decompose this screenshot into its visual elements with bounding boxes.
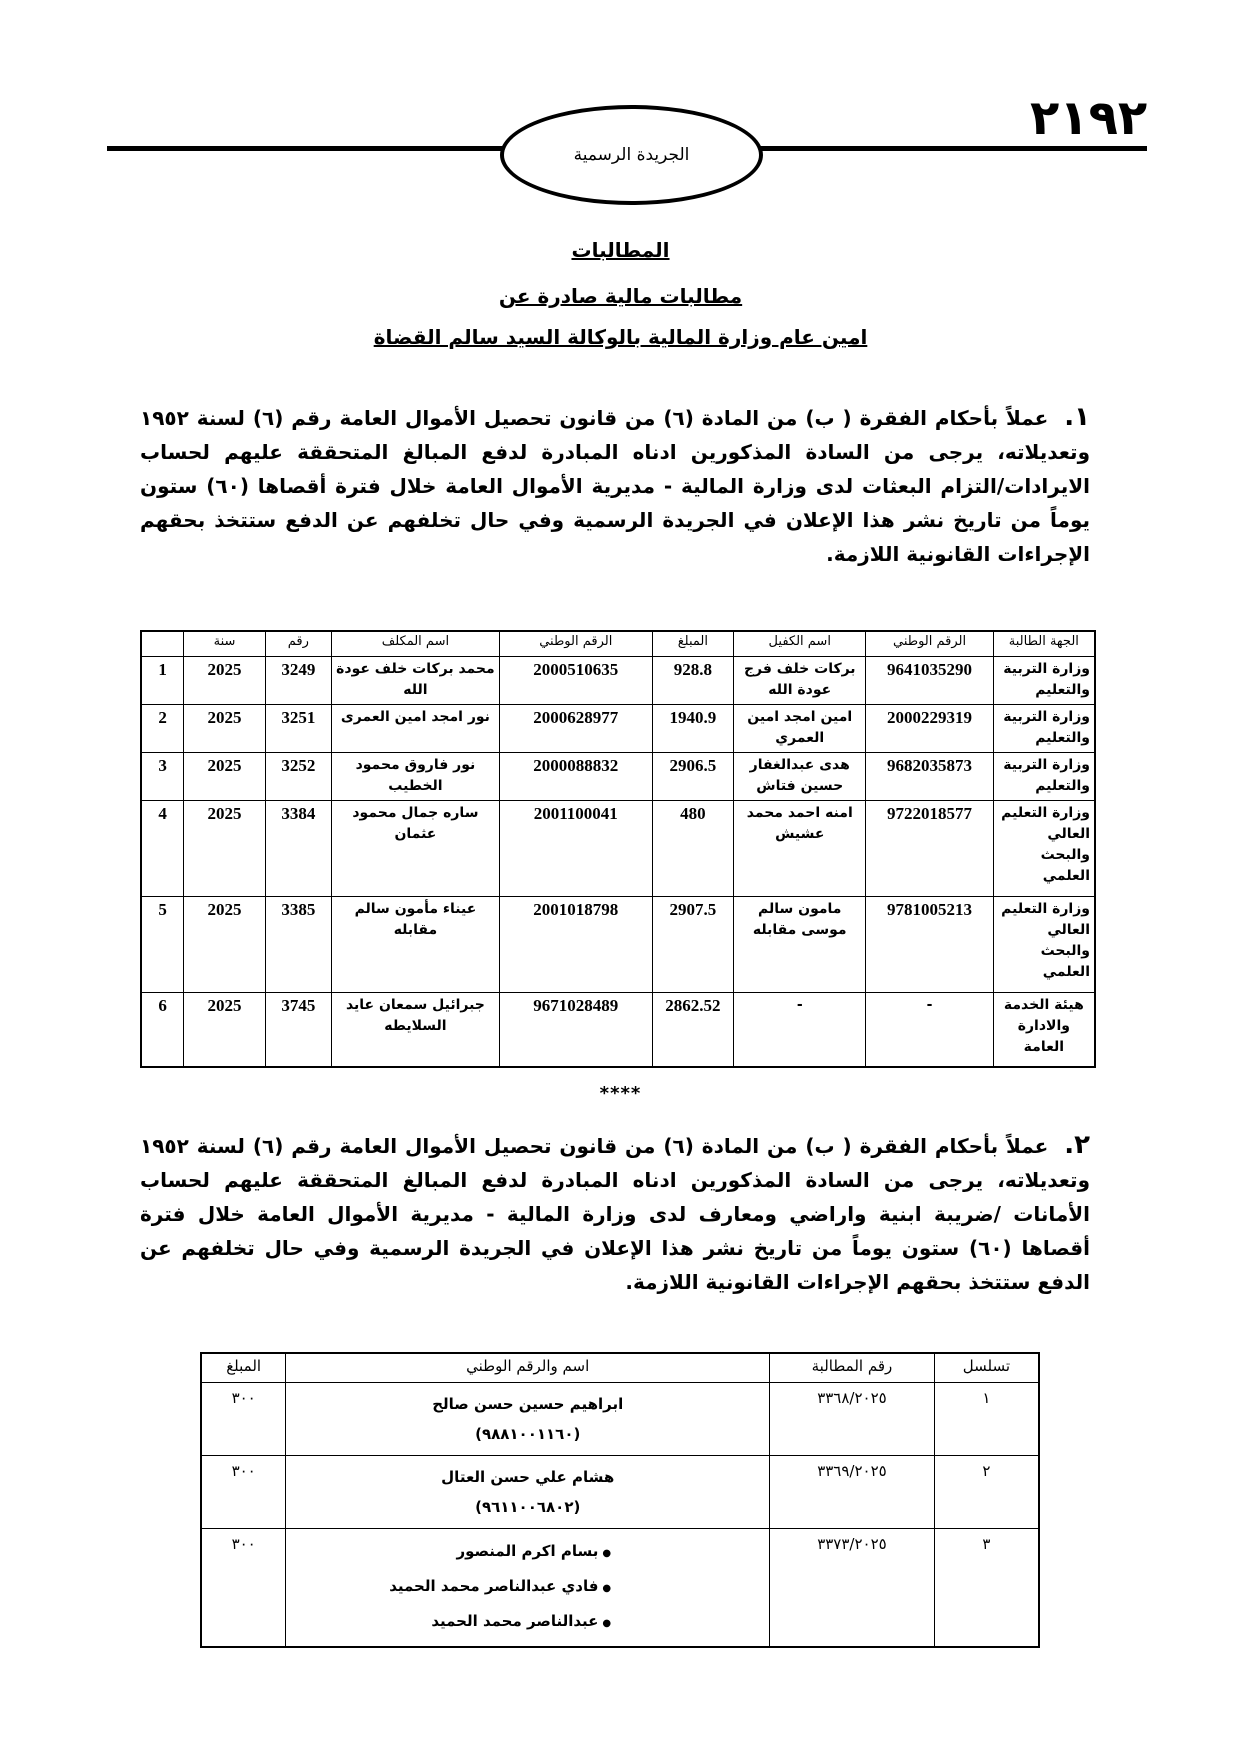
cell-claim-number: ٣٣٧٣/٢٠٢٥ <box>770 1529 935 1648</box>
cell-number: 3745 <box>265 993 331 1067</box>
cell-national-id: 2000510635 <box>499 657 652 705</box>
cell-obligor-name: جبرائيل سمعان عايد السلايطه <box>331 993 499 1067</box>
cell-entity: وزارة التربية والتعليم <box>993 753 1095 801</box>
cell-amount: ٣٠٠ <box>201 1456 286 1529</box>
person-name: هشام علي حسن العتال <box>441 1468 615 1486</box>
cell-amount: 928.8 <box>652 657 733 705</box>
cell-index: 6 <box>141 993 184 1067</box>
cell-guarantor-name: مامون سالم موسى مقابله <box>734 897 866 993</box>
cell-year: 2025 <box>184 705 265 753</box>
header-national-id: الرقم الوطني <box>499 631 652 657</box>
names-bullet-list <box>294 1535 761 1640</box>
section-1-paragraph <box>140 400 1090 571</box>
person-national-id: (٩٨٨١٠٠١١٦٠) <box>475 1425 581 1443</box>
cell-number: 3385 <box>265 897 331 993</box>
cell-national-id: 9671028489 <box>499 993 652 1067</box>
cell-entity: وزارة التعليم العالي والبحث العلمي <box>993 897 1095 993</box>
cell-index: 3 <box>141 753 184 801</box>
list-item: ● فادي عبدالناصر محمد الحميد <box>294 1570 611 1605</box>
table-row <box>141 897 1095 993</box>
header-amount: المبلغ <box>652 631 733 657</box>
cell-obligor-name: نور امجد امين العمرى <box>331 705 499 753</box>
cell-amount: 2906.5 <box>652 753 733 801</box>
cell-serial: ٢ <box>934 1456 1039 1529</box>
cell-guarantor-id: 9682035873 <box>866 753 993 801</box>
cell-guarantor-name: بركات خلف فرج عودة الله <box>734 657 866 705</box>
header-guarantor-national-id: الرقم الوطني <box>866 631 993 657</box>
cell-obligor-name: ساره جمال محمود عثمان <box>331 801 499 897</box>
cell-entity: وزارة التربية والتعليم <box>993 657 1095 705</box>
list-item: ● بسام اكرم المنصور <box>294 1535 611 1570</box>
cell-guarantor-id: - <box>866 993 993 1067</box>
cell-year: 2025 <box>184 897 265 993</box>
cell-claim-number: ٣٣٦٨/٢٠٢٥ <box>770 1383 935 1456</box>
cell-number: 3251 <box>265 705 331 753</box>
cell-obligor-name: عيناء مأمون سالم مقابله <box>331 897 499 993</box>
cell-amount: ٣٠٠ <box>201 1383 286 1456</box>
header-obligor-name: اسم المكلف <box>331 631 499 657</box>
header-name-and-id: اسم والرقم الوطني <box>286 1353 770 1383</box>
table-row <box>141 993 1095 1067</box>
table-row <box>201 1456 1039 1529</box>
table-row <box>201 1383 1039 1456</box>
sub-title: مطالبات مالية صادرة عن <box>498 284 743 308</box>
table-row <box>141 801 1095 897</box>
table-row <box>141 705 1095 753</box>
cell-name-and-id <box>286 1456 770 1529</box>
section-1-number: ١. <box>1064 402 1090 432</box>
cell-year: 2025 <box>184 753 265 801</box>
cell-number: 3252 <box>265 753 331 801</box>
person-national-id: (٩٦١١٠٠٦٨٠٢) <box>475 1498 581 1516</box>
cell-national-id: 2001018798 <box>499 897 652 993</box>
cell-year: 2025 <box>184 801 265 897</box>
header-index <box>141 631 184 657</box>
cell-name-and-id <box>286 1383 770 1456</box>
cell-index: 4 <box>141 801 184 897</box>
cell-serial: ٣ <box>934 1529 1039 1648</box>
cell-guarantor-name: - <box>734 993 866 1067</box>
cell-year: 2025 <box>184 657 265 705</box>
header-year: سنة <box>184 631 265 657</box>
table-2-header-row <box>201 1353 1039 1383</box>
cell-entity: وزارة التربية والتعليم <box>993 705 1095 753</box>
cell-amount: 480 <box>652 801 733 897</box>
cell-guarantor-name: امنه احمد محمد عشيش <box>734 801 866 897</box>
header-serial: تسلسل <box>934 1353 1039 1383</box>
cell-obligor-name: نور فاروق محمود الخطيب <box>331 753 499 801</box>
cell-amount: 2862.52 <box>652 993 733 1067</box>
cell-index: 2 <box>141 705 184 753</box>
table-row <box>141 657 1095 705</box>
section-1-text: عملاً بأحكام الفقرة ( ب) من المادة (٦) من قانون تحصيل الأموال العامة رقم (٦) لسنة ١٩٥٢ وتعديلاته، يرجى من السادة المذكورين ادناه المبادرة لدفع المبالغ المتحققة عليهم لحساب الايرادات/التزام البعثات لدى وزارة المالية - مديرية الأموال العامة خلال فترة أقصاها (٦٠) ستون يوماً من تاريخ نشر هذا الإعلان في الجريدة الرسمية وفي حال تخلفهم عن الدفع ستتخذ بحقهم الإجراءات القانونية اللازمة. <box>140 406 1090 566</box>
cell-year: 2025 <box>184 993 265 1067</box>
table-row <box>141 753 1095 801</box>
cell-amount: 1940.9 <box>652 705 733 753</box>
cell-index: 1 <box>141 657 184 705</box>
header-claim-number: رقم المطالبة <box>770 1353 935 1383</box>
main-title: المطالبات <box>571 238 670 262</box>
issuer-title: امين عام وزارة المالية بالوكالة السيد سالم القضاة <box>373 325 868 349</box>
cell-entity: وزارة التعليم العالي والبحث العلمي <box>993 801 1095 897</box>
section-2-paragraph <box>140 1128 1090 1299</box>
cell-obligor-name: محمد بركات خلف عودة الله <box>331 657 499 705</box>
cell-guarantor-id: 9641035290 <box>866 657 993 705</box>
page-number: ٢١٩٢ <box>1030 90 1148 146</box>
header-amount: المبلغ <box>201 1353 286 1383</box>
cell-names-list <box>286 1529 770 1648</box>
cell-guarantor-id: 9722018577 <box>866 801 993 897</box>
section-2-text: عملاً بأحكام الفقرة ( ب) من المادة (٦) من قانون تحصيل الأموال العامة رقم (٦) لسنة ١٩٥٢ وتعديلاته، يرجى من السادة المذكورين ادناه المبادرة لدفع المبالغ المتحققة عليهم لحساب الأمانات /ضريبة ابنية واراضي ومعارف لدى وزارة المالية - مديرية الأموال العامة خلال فترة أقصاها (٦٠) ستون يوماً من تاريخ نشر هذا الإعلان في الجريدة الرسمية وفي حال تخلفهم عن الدفع ستتخذ بحقهم الإجراءات القانونية اللازمة. <box>140 1134 1091 1294</box>
header-number: رقم <box>265 631 331 657</box>
gazette-title: الجريدة الرسمية <box>573 145 690 165</box>
cell-number: 3249 <box>265 657 331 705</box>
cell-national-id: 2001100041 <box>499 801 652 897</box>
cell-serial: ١ <box>934 1383 1039 1456</box>
cell-national-id: 2000628977 <box>499 705 652 753</box>
header-requesting-entity: الجهة الطالبة <box>993 631 1095 657</box>
cell-index: 5 <box>141 897 184 993</box>
cell-guarantor-id: 2000229319 <box>866 705 993 753</box>
table-1-header-row <box>141 631 1095 657</box>
cell-entity: هيئة الخدمة والادارة العامة <box>993 993 1095 1067</box>
claims-table-2 <box>200 1352 1040 1648</box>
table-row <box>201 1529 1039 1648</box>
cell-guarantor-name: امين امجد امين العمري <box>734 705 866 753</box>
claims-table-1 <box>140 630 1096 1068</box>
cell-national-id: 2000088832 <box>499 753 652 801</box>
header-guarantor-name: اسم الكفيل <box>734 631 866 657</box>
person-name: ابراهيم حسين حسن صالح <box>432 1395 624 1413</box>
cell-number: 3384 <box>265 801 331 897</box>
gazette-title-oval <box>500 105 763 205</box>
cell-guarantor-id: 9781005213 <box>866 897 993 993</box>
cell-claim-number: ٣٣٦٩/٢٠٢٥ <box>770 1456 935 1529</box>
list-item: ● عبدالناصر محمد الحميد <box>294 1605 611 1640</box>
cell-amount: 2907.5 <box>652 897 733 993</box>
cell-guarantor-name: هدى عبدالغفار حسين فتاش <box>734 753 866 801</box>
cell-amount: ٣٠٠ <box>201 1529 286 1648</box>
section-separator: **** <box>599 1083 642 1104</box>
section-2-number: ٢. <box>1064 1130 1090 1160</box>
